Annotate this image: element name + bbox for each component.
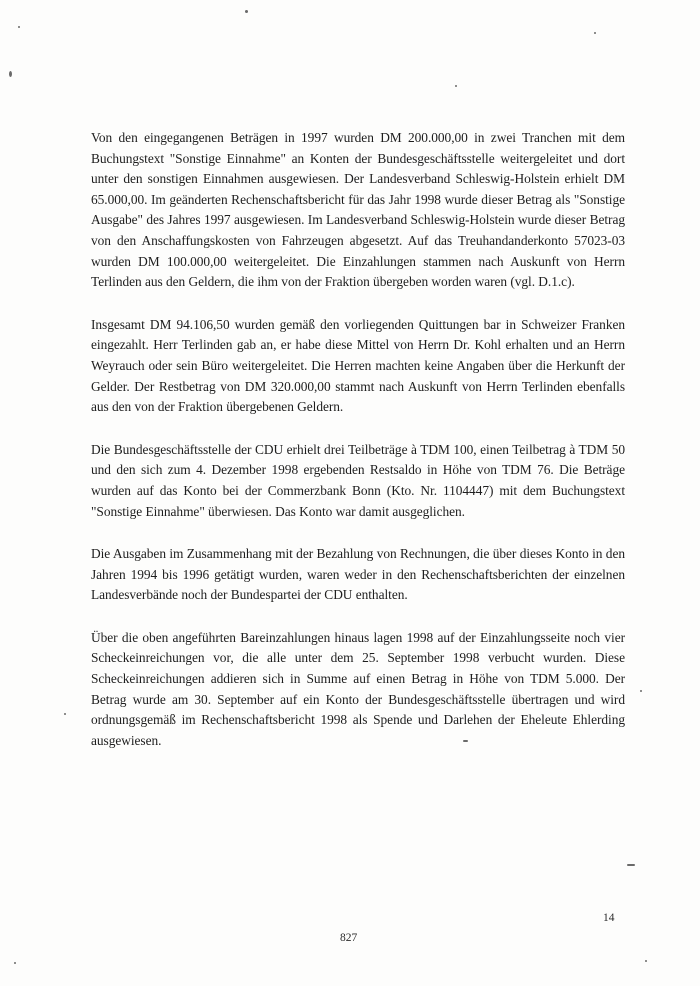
- scan-speck: [245, 10, 248, 13]
- paragraph-5: Über die oben angeführten Bareinzahlungen hinaus lagen 1998 auf der Einzahlungsseite noch vier Scheckeinreichungen vor, die alle unter dem 25. September 1998 verbucht wurden. Diese Scheckeinreichungen addieren sich in Summe auf einen Betrag in Höhe von TDM 5.000. Der Betrag wurde am 30. September auf ein Konto der Bundesgeschäftsstelle übertragen und wird ordnungsgemäß im Rechenschaftsbericht 1998 als Spende und Darlehen der Eheleute Ehlerding ausgewiesen.: [91, 629, 625, 748]
- scan-speck: [645, 960, 647, 962]
- body-text: [91, 128, 625, 773]
- scan-speck: [627, 864, 635, 866]
- paragraph-2: Insgesamt DM 94.106,50 wurden gemäß den vorliegenden Quittungen bar in Schweizer Franken eingezahlt. Herr Terlinden gab an, er habe diese Mittel von Herrn Dr. Kohl erhalten und an Herrn Weyrauch oder sein Büro weitergeleitet. Die Herren machten keine Angaben über die Herkunft der Gelder. Der Restbetrag von DM 320.000,00 stammt nach Auskunft von Herrn Terlinden ebenfalls aus den von der Fraktion übergebenen Geldern.: [91, 316, 625, 415]
- page-number: 827: [340, 932, 358, 944]
- scan-speck: [455, 85, 457, 87]
- scan-speck: [64, 713, 66, 715]
- scan-speck: [9, 71, 12, 77]
- scan-speck: [640, 690, 642, 692]
- scan-speck: [463, 740, 468, 742]
- scan-speck: [18, 26, 20, 28]
- scan-speck: [14, 962, 16, 964]
- scan-speck: [594, 32, 596, 34]
- paragraph-4: Die Ausgaben im Zusammenhang mit der Bezahlung von Rechnungen, die über dieses Konto in den Jahren 1994 bis 1996 getätigt wurden, waren weder in den Rechenschaftsberichten der einzelnen Landesverbände noch der Bundespartei der CDU enthalten.: [91, 546, 625, 603]
- sheet-number: 14: [603, 912, 615, 924]
- paragraph-3: Die Bundesgeschäftsstelle der CDU erhielt drei Teilbeträge à TDM 100, einen Teilbetrag à TDM 50 und den sich zum 4. Dezember 1998 ergebenden Restsaldo in Höhe von TDM 76. Die Beträge wurden auf das Konto bei der Commerzbank Bonn (Kto. Nr. 1104447) mit dem Buchungstext "Sonstige Einnahme" überwiesen. Das Konto war damit ausgeglichen.: [91, 441, 625, 519]
- paragraph-1: Von den eingegangenen Beträgen in 1997 wurden DM 200.000,00 in zwei Tranchen mit dem Buchungstext "Sonstige Einnahme" an Konten der Bundesgeschäftsstelle weitergeleitet und dort unter den sonstigen Einnahmen ausgewiesen. Der Landesverband Schleswig-Holstein erhielt DM 65.000,00. Im geänderten Rechenschaftsbericht für das Jahr 1998 wurde dieser Betrag als "Sonstige Ausgabe" des Jahres 1997 ausgewiesen. Im Landesverband Schleswig-Holstein wurde dieser Betrag von den Anschaffungskosten von Fahrzeugen abgesetzt. Auf das Treuhandanderkonto 57023-03 wurden DM 100.000,00 weitergeleitet. Die Einzahlungen stammen nach Auskunft von Herrn Terlinden aus den Geldern, die ihm von der Fraktion übergeben worden waren (vgl. D.1.c).: [91, 130, 625, 290]
